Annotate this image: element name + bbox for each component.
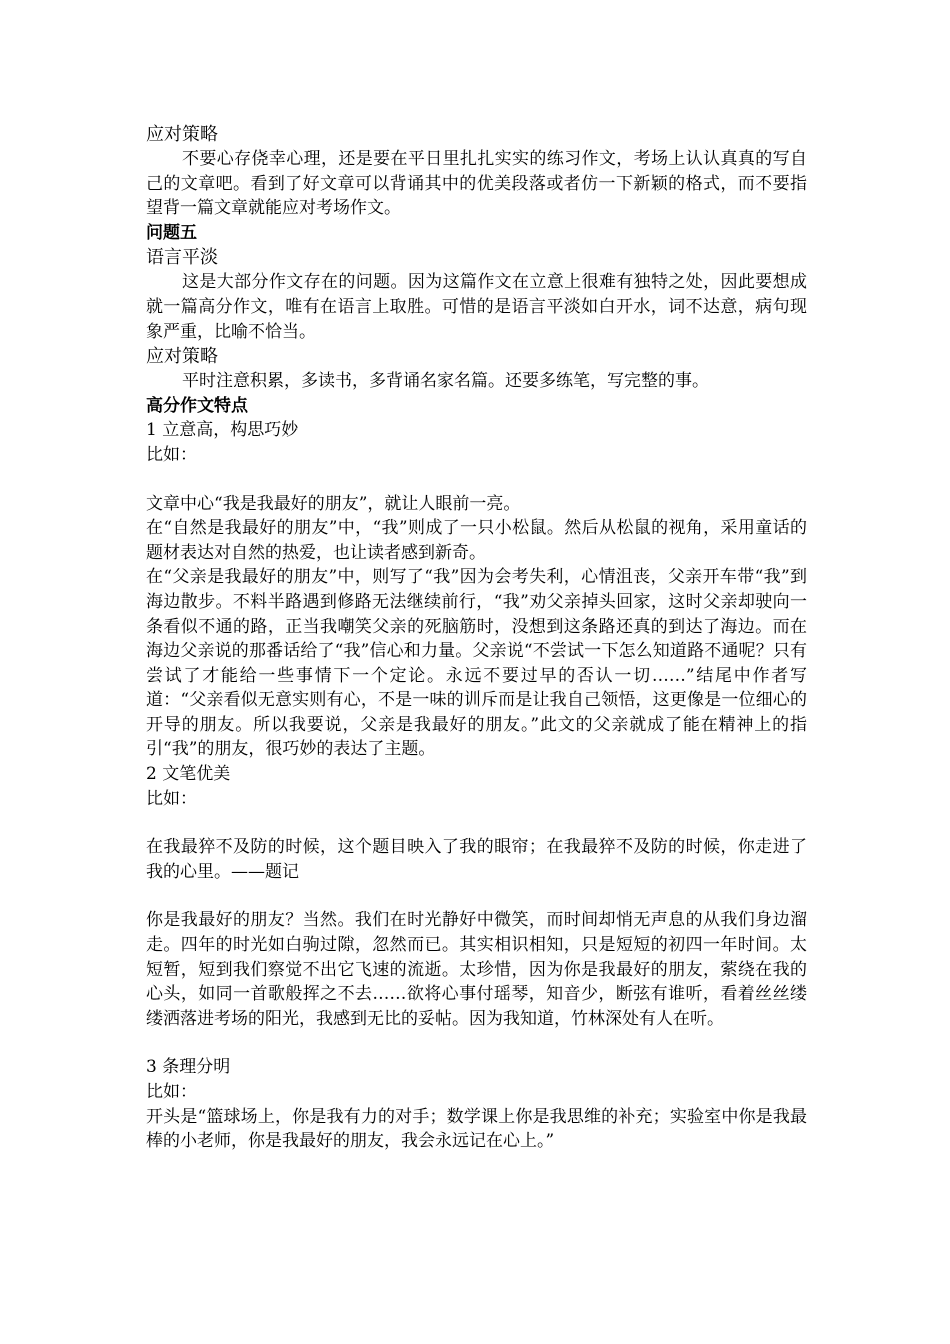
paragraph: 你是我最好的朋友？当然。我们在时光静好中微笑，而时间却悄无声息的从我们身边溜走。四年的时光如白驹过隙，忽然而已。其实相识相知，只是短短的初四一年时间。太短暂，短到我们察觉不出它飞速的流逝。太珍惜，因为你是我最好的朋友，萦绕在我的心头，如同一首歌般挥之不去……欲将心事付瑶琴，知音少，断弦有谁听，看着丝丝缕缕洒落进考场的阳光，我感到无比的妥帖。因为我知道，竹林深处有人在听。 xyxy=(146,910,807,1029)
example-label: 比如： xyxy=(146,444,197,465)
example-label: 比如： xyxy=(146,1082,197,1102)
paragraph: 这是大部分作文存在的问题。因为这篇作文在立意上很难有独特之处，因此要想成就一篇高分作文，唯有在语言上取胜。可惜的是语言平淡如白开水，词不达意，病句现象严重，比喻不恰当。 xyxy=(146,272,807,342)
problem-heading: 问题五 xyxy=(146,222,197,243)
paragraph: 开头是“篮球场上，你是我有力的对手；数学课上你是我思维的补充；实验室中你是我最棒的小老师，你是我最好的朋友，我会永远记在心上。” xyxy=(146,1106,807,1152)
section-heading: 应对策略 xyxy=(146,124,218,145)
spacer xyxy=(146,468,807,492)
example-label: 比如： xyxy=(146,788,197,809)
paragraph: 文章中心“我是我最好的朋友”，就让人眼前一亮。 xyxy=(146,493,521,514)
list-heading: 2 文笔优美 xyxy=(146,764,231,785)
section-heading: 语言平淡 xyxy=(146,247,218,269)
paragraph: 平时注意积累，多读书，多背诵名家名篇。还要多练笔，写完整的事。 xyxy=(182,371,709,392)
paragraph: 在我最猝不及防的时候，这个题目映入了我的眼帘；在我最猝不及防的时候，你走进了我的心里。——题记 xyxy=(146,837,807,882)
section-heading: 应对策略 xyxy=(146,346,218,368)
feature-heading: 高分作文特点 xyxy=(146,395,248,416)
paragraph: 在“自然是我最好的朋友”中，“我”则成了一只小松鼠。然后从松鼠的视角，采用童话的题材表达对自然的热爱，也让读者感到新奇。 xyxy=(146,518,807,563)
paragraph: 不要心存侥幸心理，还是要在平日里扎扎实实的练习作文，考场上认认真真的写自己的文章吧。看到了好文章可以背诵其中的优美段落或者仿一下新颖的格式，而不要指望背一篇文章就能应对考场作文。 xyxy=(146,149,807,219)
list-heading: 3 条理分明 xyxy=(146,1057,231,1078)
spacer xyxy=(146,1031,807,1055)
list-heading: 1 立意高，构思巧妙 xyxy=(146,420,299,441)
paragraph: 在“父亲是我最好的朋友”中，则写了“我”因为会考失利，心情沮丧，父亲开车带“我”到海边散步。不料半路遇到修路无法继续前行，“我”劝父亲掉头回家，这时父亲却驶向一条看似不通的路，正当我嘲笑父亲的死脑筋时，没想到这条路还真的到达了海边。而在海边父亲说的那番话给了“我”信心和力量。父亲说“不尝试一下怎么知道路不通呢？只有尝试了才能给一些事情下一个定论。永远不要过早的否认一切……”结尾中作者写道：“父亲看似无意实则有心，不是一味的训斥而是让我自己领悟，这更像是一位细心的开导的朋友。所以我要说，父亲是我最好的朋友。”此文的父亲就成了能在精神上的指引“我”的朋友，很巧妙的表达了主题。 xyxy=(146,567,807,760)
spacer xyxy=(146,811,807,835)
spacer xyxy=(146,884,807,908)
